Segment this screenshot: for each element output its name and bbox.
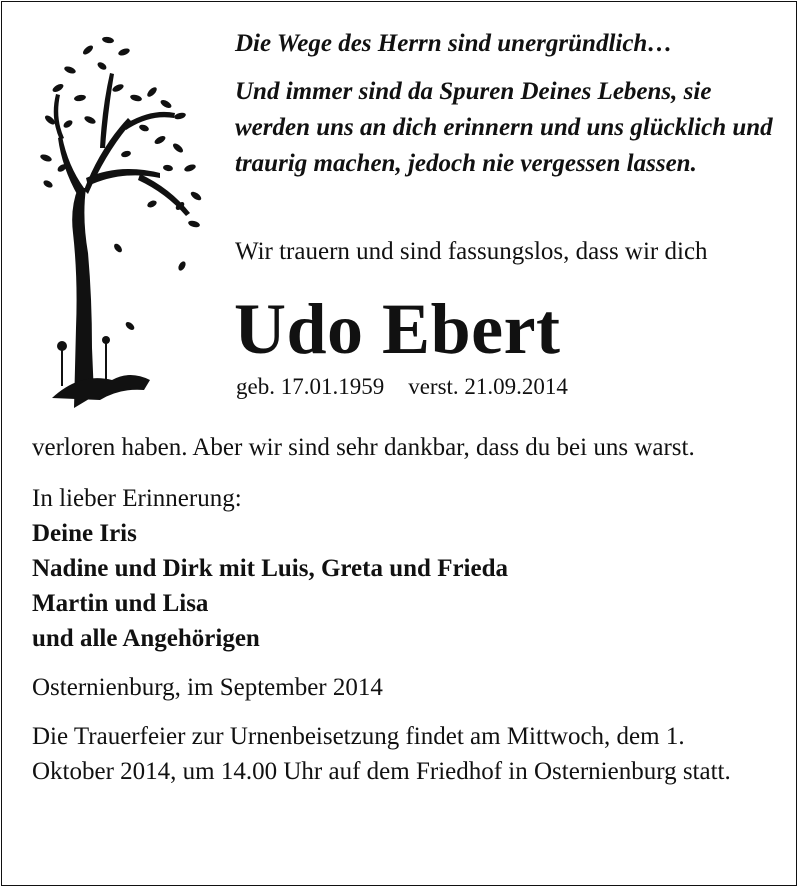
notice-body [32,430,772,789]
deceased-name: Udo Ebert [234,289,561,369]
life-dates [236,374,568,400]
birth-date: geb. 17.01.1959 [236,374,385,399]
mourner-2: Nadine und Dirk mit Luis, Greta und Frieda [32,555,509,582]
quote-line-1: Die Wege des Herrn sind unergründlich… [235,30,673,57]
remembrance-label: In lieber Erinnerung: [32,485,242,512]
quote-block [235,26,785,182]
continuation-text: verloren haben. Aber wir sind sehr dankbar, dass du bei uns warst. [32,434,695,461]
quote-line-2: Und immer sind da Spuren Deines Lebens, sie werden uns an dich erinnern und uns glücklich und traurig machen, jedoch nie vergessen lassen. [235,78,773,177]
tree-illustration [40,28,215,408]
mourner-4: und alle Angehörigen [32,625,260,652]
place-date: Osternienburg, im September 2014 [32,674,383,701]
mourner-1: Deine Iris [32,520,137,547]
intro-text: Wir trauern und sind fassungslos, dass wir dich [235,238,708,265]
funeral-info: Die Trauerfeier zur Urnenbeisetzung findet am Mittwoch, dem 1. Oktober 2014, um 14.00 Uhr auf dem Friedhof in Osternienburg statt. [32,723,731,785]
mourner-3: Martin und Lisa [32,590,209,617]
death-date: verst. 21.09.2014 [408,374,568,399]
